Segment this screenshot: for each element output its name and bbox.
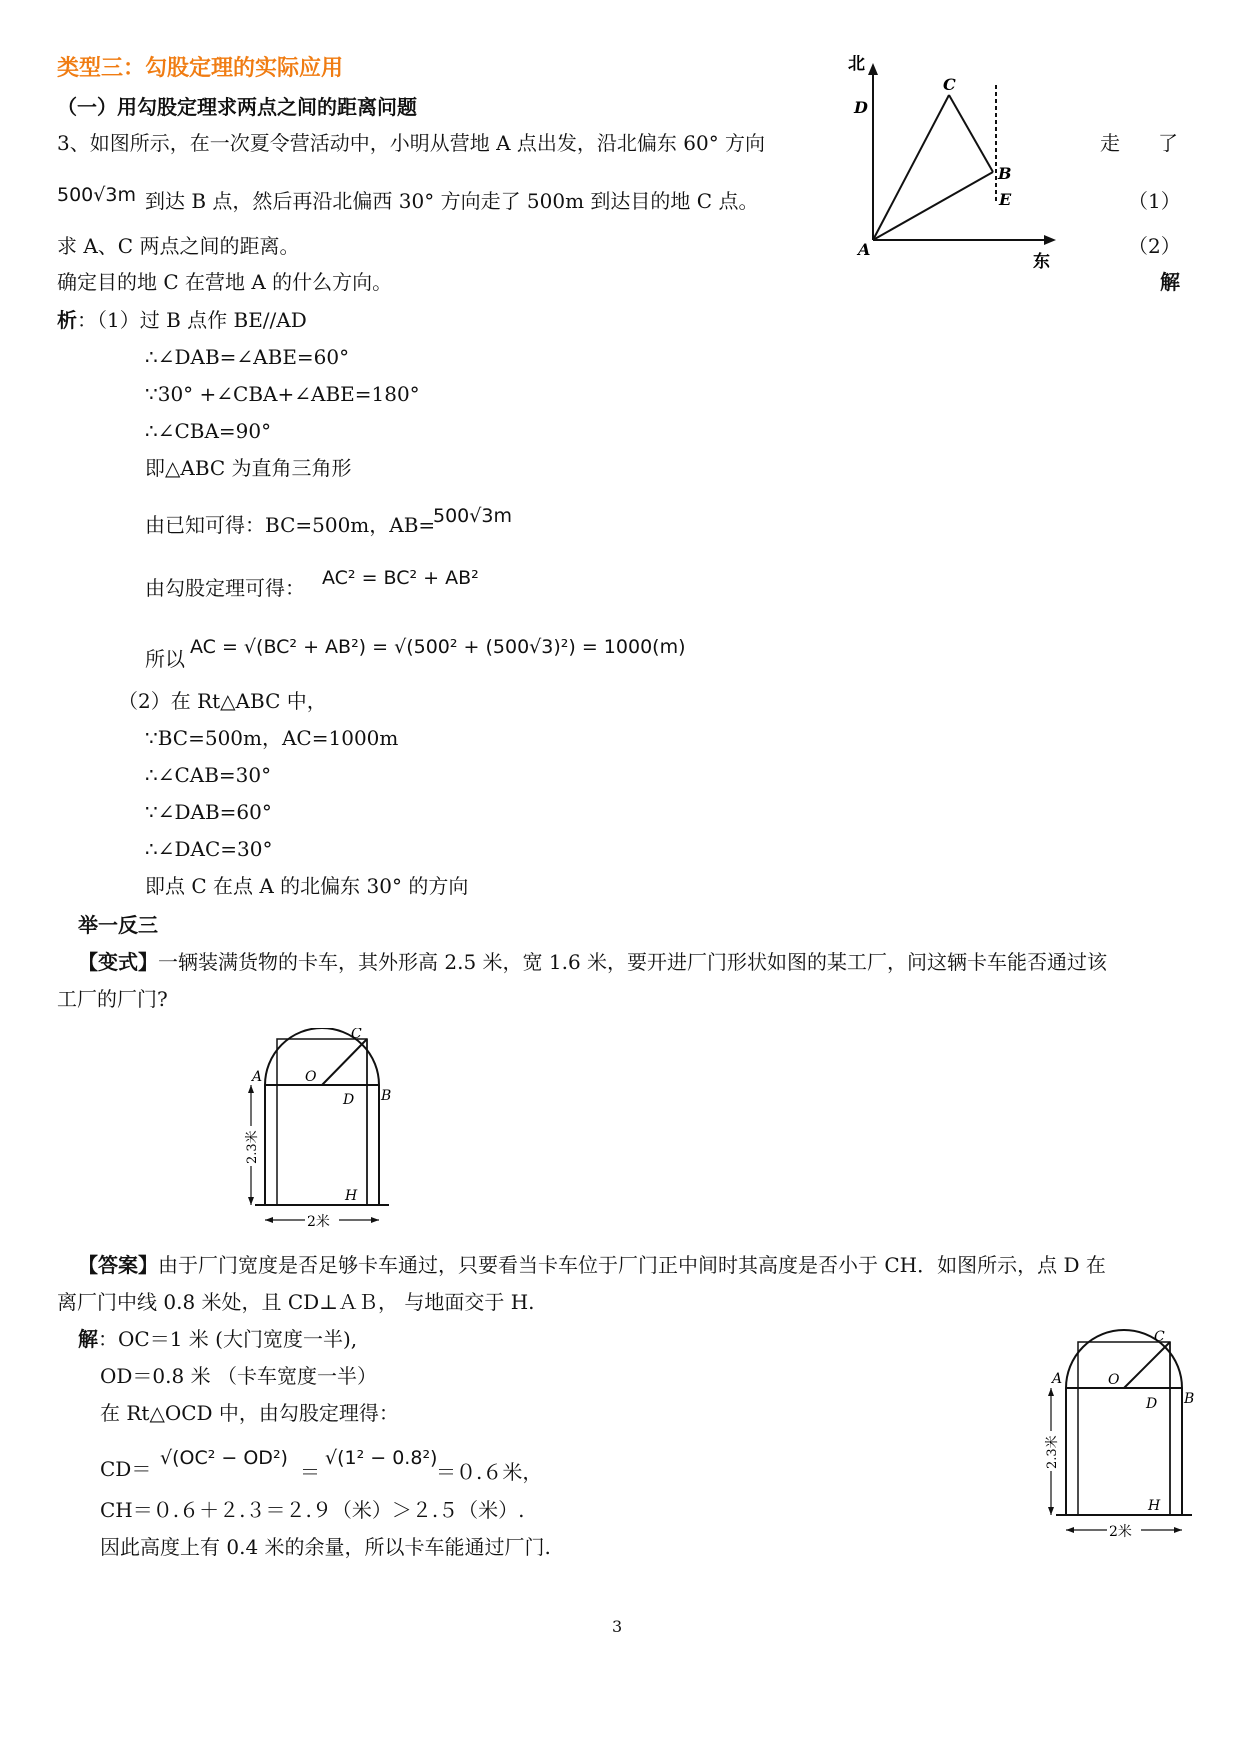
solution-1-step-3: ∴∠CBA=90° (145, 419, 272, 443)
answer-math-cd-sqrt: √(OC² − OD²) (160, 1447, 288, 1469)
variant-line-2: 工厂的厂门? (57, 987, 168, 1011)
arrow-down-icon (1048, 1507, 1054, 1515)
answer-line-1 (78, 1253, 1106, 1277)
answer-text: 由于厂门宽度是否足够卡车通过，只要看当卡车位于厂门正中间时其高度是否小于 CH．如图所示，点 D 在 (158, 1253, 1106, 1277)
section-title: 类型三：勾股定理的实际应用 (57, 55, 344, 81)
answer-line-2: 离厂门中线 0.8 米处，且 CD⊥ＡＢ， 与地面交于 H. (57, 1290, 535, 1314)
segment-oc (1124, 1342, 1170, 1388)
height-label: 2.3米 (245, 1130, 260, 1164)
problem-part-2-label: （2） (1128, 234, 1181, 258)
arrow-down-icon (248, 1197, 254, 1205)
solution-1-step-6: 由勾股定理可得： (145, 576, 305, 600)
solution-1-step-1: ∴∠DAB=∠ABE=60° (145, 345, 350, 369)
point-e-label: E (999, 190, 1012, 209)
point-b-label: B (1184, 1391, 1195, 1407)
point-b-label: B (998, 164, 1012, 183)
gate-figure-2 (1040, 1325, 1205, 1540)
gate-arch (265, 1028, 379, 1085)
point-d-label: D (343, 1092, 355, 1108)
point-o-label: O (305, 1069, 317, 1085)
point-c-label: C (943, 75, 956, 94)
arrow-left-icon (1066, 1527, 1074, 1533)
answer-sol-bold: 解 (78, 1327, 98, 1351)
problem-line-4: 确定目的地 C 在营地 A 的什么方向。 (57, 270, 393, 294)
solution-2-head: （2）在 Rt△ABC 中， (118, 689, 327, 713)
problem-line-1-right-a: 走 (1100, 131, 1120, 155)
solution-head-char: 解 (1160, 270, 1180, 294)
segment-oc (322, 1039, 367, 1085)
east-arrow-icon (1044, 235, 1056, 245)
solution-2-step-1: ∵BC=500m，AC=1000m (145, 726, 399, 750)
segment-cb (949, 95, 993, 172)
problem-line-3: 求 A、C 两点之间的距离。 (57, 234, 300, 258)
width-label: 2米 (307, 1214, 330, 1230)
gate-figure-1 (243, 1028, 403, 1233)
problem-line-1: 3、如图所示，在一次夏令营活动中，小明从营地 A 点出发，沿北偏东 60° 方向 (57, 131, 766, 155)
answer-sol-line-1 (78, 1327, 357, 1351)
answer-sol-line-5: CH＝０.６＋２.３＝２.９（米）＞２.５（米）. (100, 1498, 525, 1522)
answer-sol-line-2: OD＝0.8 米 （卡车宽度一半） (100, 1364, 377, 1388)
point-b-label: B (381, 1088, 392, 1104)
solution-1-step-6-math: AC² = BC² + AB² (322, 567, 479, 589)
variant-tag: 【变式】 (78, 950, 158, 974)
point-c-label: C (351, 1028, 362, 1042)
point-h-label: H (345, 1188, 358, 1204)
answer-sol-line-4-text: CD＝ (100, 1457, 152, 1481)
arrow-right-icon (371, 1217, 379, 1223)
practice-heading: 举一反三 (78, 913, 158, 937)
answer-sol-line-4-eq: ＝ (300, 1460, 320, 1484)
height-label: 2.3米 (1045, 1435, 1060, 1469)
problem-distance-math: 500√3m (57, 184, 136, 206)
solution-1-step-7-math: AC = √(BC² + AB²) = √(500² + (500√3)²) = 1000(m) (190, 636, 686, 658)
answer-math-value-sqrt: √(1² − 0.8²) (325, 1447, 438, 1469)
arrow-up-icon (1048, 1388, 1054, 1396)
problem-part-1-label: （1） (1128, 189, 1181, 213)
point-a-label: A (858, 240, 871, 259)
arrow-right-icon (1174, 1527, 1182, 1533)
solution-head-bold: 析 (57, 308, 77, 332)
solution-1-step-2: ∵30° +∠CBA+∠ABE=180° (145, 382, 420, 406)
solution-2-step-4: ∴∠DAC=30° (145, 837, 273, 861)
point-h-label: H (1148, 1498, 1161, 1514)
arrow-up-icon (248, 1085, 254, 1093)
subsection-title: （一）用勾股定理求两点之间的距离问题 (57, 95, 417, 119)
solution-head-rest: ：（1）过 B 点作 BE//AD (77, 308, 307, 332)
answer-sol-line-4-tail: ＝０.６米， (436, 1460, 543, 1484)
north-label: 北 (848, 55, 865, 74)
page-number: 3 (612, 1617, 623, 1636)
point-d-label: D (1146, 1396, 1158, 1412)
compass-figure (848, 55, 1080, 270)
solution-1-step-4: 即△ABC 为直角三角形 (145, 456, 352, 480)
solution-1-head (57, 308, 307, 332)
problem-line-1-right-b: 了 (1158, 131, 1178, 155)
solution-1-step-5-math: 500√3m (433, 505, 512, 527)
answer-sol-line-6: 因此高度上有 0.4 米的余量，所以卡车能通过厂门. (100, 1535, 551, 1559)
solution-1-step-5: 由已知可得：BC=500m，AB= (145, 513, 436, 537)
width-label: 2米 (1109, 1524, 1132, 1540)
truck-outline (277, 1039, 367, 1205)
east-label: 东 (1033, 252, 1050, 270)
point-a-label: A (252, 1069, 263, 1085)
answer-sol-text: ：OC＝1 米 (大门宽度一半), (98, 1327, 358, 1351)
solution-2-step-3: ∵∠DAB=60° (145, 800, 272, 824)
solution-2-step-5: 即点 C 在点 A 的北偏东 30° 的方向 (145, 874, 469, 898)
point-d-label: D (854, 98, 868, 117)
arrow-left-icon (265, 1217, 273, 1223)
point-o-label: O (1108, 1372, 1120, 1388)
truck-outline (1078, 1342, 1170, 1515)
solution-2-step-2: ∴∠CAB=30° (145, 763, 272, 787)
point-a-label: A (1052, 1371, 1063, 1387)
north-arrow-icon (868, 63, 878, 75)
variant-line-1 (78, 950, 1107, 974)
variant-text: 一辆装满货物的卡车，其外形高 2.5 米，宽 1.6 米，要开进厂门形状如图的某工厂，问这辆卡车能否通过该 (158, 950, 1108, 974)
solution-1-step-7: 所以 (145, 647, 185, 671)
answer-sol-line-3: 在 Rt△OCD 中，由勾股定理得： (100, 1401, 399, 1425)
problem-line-2: 到达 B 点，然后再沿北偏西 30° 方向走了 500m 到达目的地 C 点。 (145, 189, 759, 213)
point-c-label: C (1154, 1329, 1165, 1345)
answer-tag: 【答案】 (78, 1253, 158, 1277)
